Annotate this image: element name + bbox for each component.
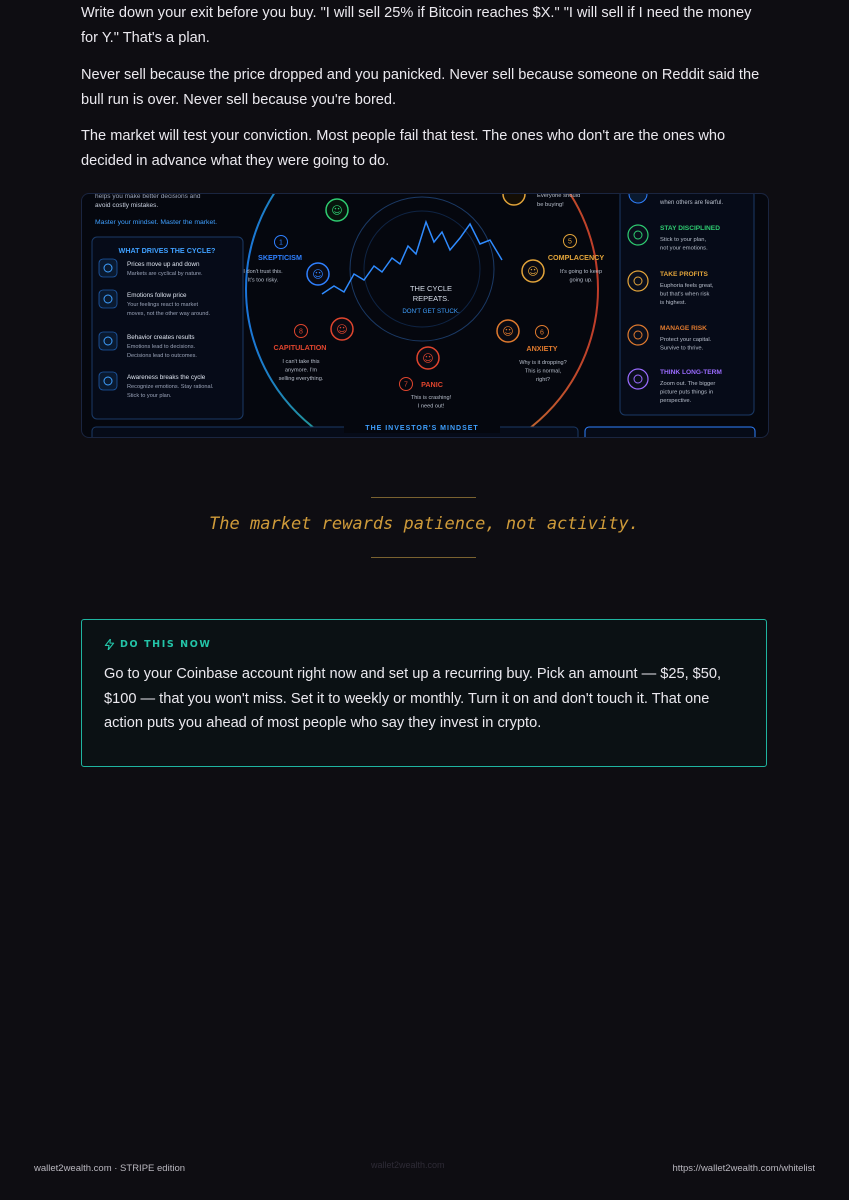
driver-text: moves, not the other way around. (127, 311, 211, 317)
top-stage-line-2: be buying! (537, 202, 564, 208)
driver-text: Emotions lead to decisions. (127, 344, 196, 350)
stage-text: This is normal, (524, 368, 562, 375)
callout-header (104, 639, 212, 650)
footer-right-link[interactable]: https://wallet2wealth.com/whitelist (672, 1163, 815, 1174)
svg-text:☺: ☺ (502, 325, 514, 338)
driver-title: Prices move up and down (127, 261, 200, 268)
habit-text: Stick to your plan, (660, 237, 707, 243)
svg-text:☺: ☺ (527, 265, 539, 278)
driver-title: Behavior creates results (127, 334, 195, 341)
bottom-panel-left (92, 427, 578, 437)
pull-quote: The market rewards patience, not activity. (209, 514, 639, 534)
brain-icon (99, 290, 117, 308)
stage-number: 6 (540, 329, 544, 337)
stage-text: selling everything. (278, 376, 324, 382)
habit-text: perspective. (660, 398, 692, 404)
conviction-paragraph: The market will test your conviction. Most people fail that test. The ones who don't are the ones who decided in advance what they were going to do. (81, 128, 726, 169)
habit-title: MANAGE RISK (660, 325, 707, 332)
habit-title: TAKE PROFITS (660, 271, 708, 278)
habit-title: THINK LONG-TERM (660, 369, 722, 376)
svg-text:☺: ☺ (331, 204, 343, 217)
stage-text: I don't trust this. (243, 269, 283, 275)
habit-text: is highest. (660, 300, 687, 306)
svg-text:☺: ☺ (336, 323, 348, 336)
stage-text: anymore. I'm (284, 367, 318, 374)
stage-text: I can't take this (282, 359, 320, 365)
stage-name: SKEPTICISM (258, 253, 302, 262)
shield-icon (628, 325, 648, 345)
stage-name: PANIC (421, 380, 443, 389)
habit-text: but that's when risk (660, 291, 710, 298)
stage-text: It's going to keep (559, 269, 603, 275)
shield-icon (99, 372, 117, 390)
driver-text: Recognize emotions. Stay rational. (127, 384, 214, 390)
driver-text: Your feelings react to market (127, 302, 198, 308)
stage-number: 7 (404, 381, 408, 389)
svg-text:☺: ☺ (312, 268, 324, 281)
stage-text: going up. (569, 277, 593, 284)
stage-number: 5 (568, 238, 572, 246)
driver-text: Markets are cyclical by nature. (127, 271, 203, 277)
money-bag-icon (628, 271, 648, 291)
habit-text: Protect your capital. (660, 337, 712, 343)
stage-name: CAPITULATION (273, 343, 327, 352)
habit-text: picture puts things in (660, 389, 714, 396)
driver-text: Stick to your plan. (127, 393, 172, 399)
bottom-panel-right (585, 427, 755, 437)
intro-line-1: helps you make better decisions and (95, 194, 201, 200)
intro-line-2: avoid costly mistakes. (95, 202, 159, 209)
top-right-line: when others are fearful. (660, 200, 724, 206)
stage-name: ANXIETY (526, 344, 558, 353)
footer-ghost-center: wallet2wealth.com (371, 1160, 445, 1170)
target-icon (628, 225, 648, 245)
stage-text: I need out! (417, 403, 445, 410)
person-icon (99, 332, 117, 350)
stage-number: 8 (299, 328, 303, 336)
callout-label: DO THIS NOW (120, 639, 212, 650)
habit-title: STAY DISCIPLINED (660, 225, 720, 232)
exit-plan-paragraph: Write down your exit before you buy. "I will sell 25% if Bitcoin reaches $X." "I will sell if I need the money for Y." That's a plan. (81, 5, 752, 46)
stage-name: COMPLACENCY (547, 253, 605, 262)
center-line-1: THE CYCLE (409, 284, 453, 293)
habit-text: Euphoria feels great, (660, 283, 714, 289)
hourglass-icon (628, 369, 648, 389)
center-line-3: DON'T GET STUCK. (402, 308, 460, 315)
stage-number: 1 (279, 239, 283, 247)
habit-text: Zoom out. The bigger (660, 381, 716, 387)
footer-left: wallet2wealth.com · STRIPE edition (34, 1163, 186, 1174)
stage-text: This is crashing! (410, 395, 452, 401)
stage-text: Why is it dropping? (519, 360, 567, 366)
drivers-title: WHAT DRIVES THE CYCLE? (118, 246, 216, 255)
habit-text: not your emotions. (660, 245, 708, 252)
do-this-now-callout (81, 619, 767, 767)
callout-body: Go to your Coinbase account right now and set up a recurring buy. Pick an amount — $25, $50, $100 — that you won't miss. Set it to weekly or monthly. Turn it on and don't touch it. That one action puts you ahead of most people who say they invest in crypto. (104, 666, 722, 731)
driver-text: Decisions lead to outcomes. (127, 353, 197, 359)
chart-icon (99, 259, 117, 277)
driver-title: Emotions follow price (127, 292, 187, 299)
market-cycle-infographic (81, 193, 769, 438)
center-line-2: REPEATS. (412, 294, 450, 303)
stage-text: right? (536, 377, 550, 383)
svg-text:☺: ☺ (422, 352, 434, 365)
top-stage-line-1: Everyone should (537, 194, 581, 199)
driver-title: Awareness breaks the cycle (127, 374, 206, 381)
tagline: Master your mindset. Master the market. (95, 219, 218, 226)
lightning-icon (104, 639, 115, 650)
investor-mindset-title: THE INVESTOR'S MINDSET (365, 425, 479, 432)
stage-text: It's too risky. (247, 277, 279, 284)
quote-rule-top (371, 497, 476, 498)
quote-rule-bottom (371, 557, 476, 558)
euphoria-face-icon (503, 194, 525, 205)
habit-text: Survive to thrive. (660, 345, 704, 352)
never-sell-paragraph: Never sell because the price dropped and you panicked. Never sell because someone on Reddit said the bull run is over. Never sell because you're bored. (81, 67, 760, 108)
